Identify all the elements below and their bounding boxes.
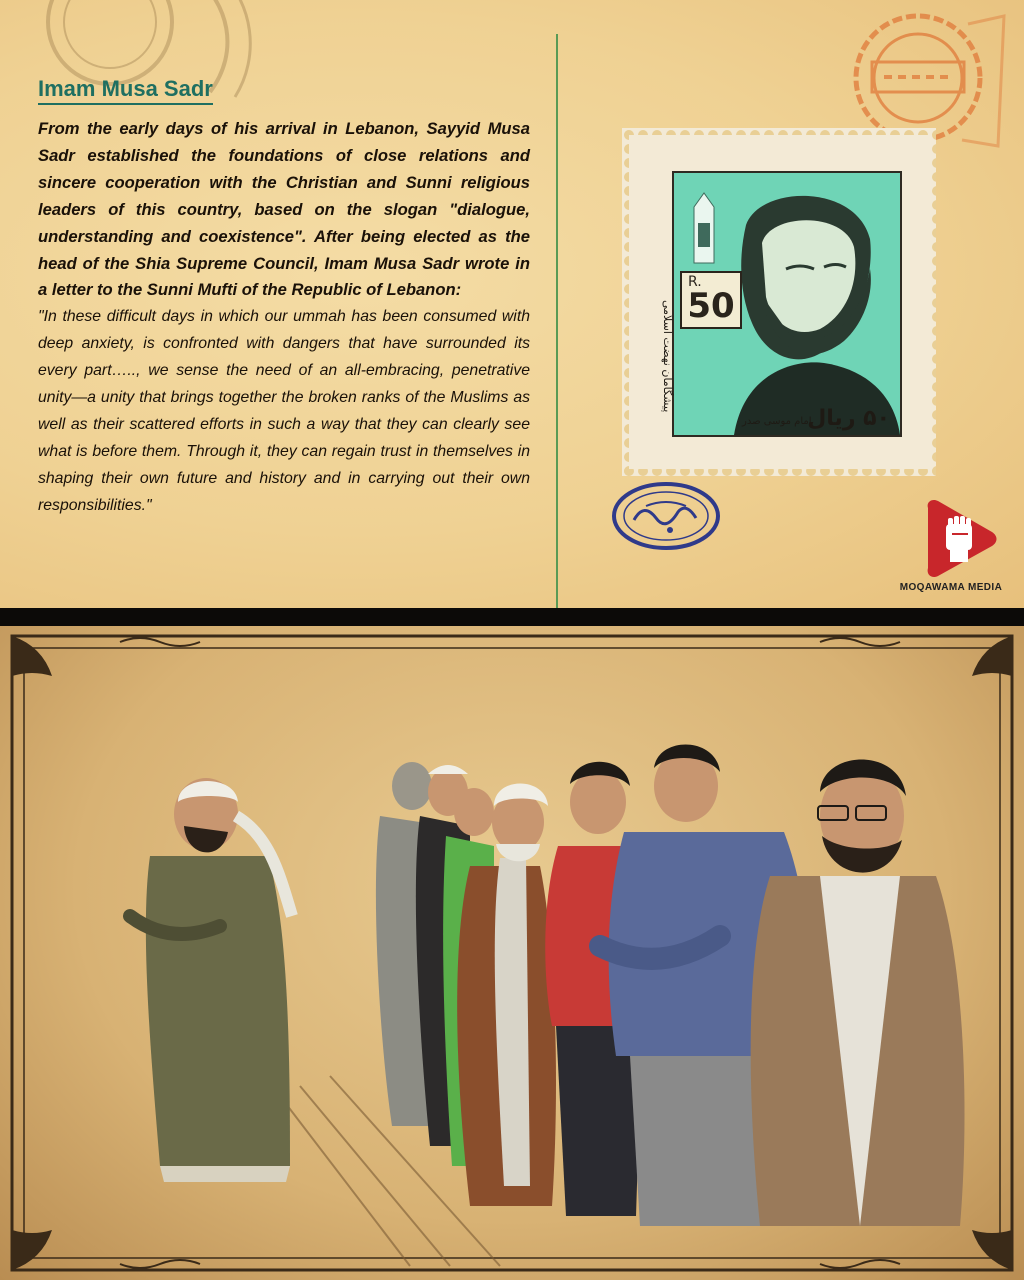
- fist-play-icon: [922, 498, 998, 578]
- section-gap: [0, 608, 1024, 626]
- stamp-name-persian: امام موسی صدر: [742, 416, 812, 427]
- stamp-value: 50: [687, 286, 735, 326]
- intro-paragraph: From the early days of his arrival in Lebanon, Sayyid Musa Sadr established the foundations of close relations and sincere cooperation with the Christian and Sunni religious leaders of this country, based on the slogan "dialogue, understanding and coexistence". After being elected as the head of the Shia Supreme Council, Imam Musa Sadr wrote in a letter to the Sunni Mufti of the Republic of Lebanon:: [38, 119, 530, 300]
- stamp-value-box: [680, 271, 742, 329]
- prayer-scene: [0, 626, 1024, 1280]
- postcard: [0, 0, 1024, 608]
- postcard-divider: [556, 34, 558, 608]
- ink-seal: [610, 480, 722, 552]
- stamp-value-persian: ۵۰ ریال: [807, 406, 890, 431]
- stamp-currency: R.: [688, 274, 702, 290]
- stamp-side-text: پیشگامان نهضت اسلامی: [661, 300, 674, 413]
- congregation-figures: [376, 744, 965, 1226]
- postcard-body: [38, 116, 530, 520]
- postage-stamp: [622, 128, 936, 476]
- quote-paragraph: "In these difficult days in which our ummah has been consumed with deep anxiety, is confronted with dangers that have surrounded its every part….., we sense the need of an all-embracing, penetrative unity—a unity that brings together the broken ranks of the Muslims as well as their scattered efforts in such a way that they can clearly see what is before them. Through it, they can regain trust in themselves in shaping their own future and history and in carrying out their own responsibilities.": [38, 308, 530, 514]
- prayer-illustration: [0, 626, 1024, 1280]
- stamp-artwork: [672, 171, 902, 437]
- imam-figure: [130, 778, 292, 1182]
- postcard-title: Imam Musa Sadr: [38, 76, 213, 105]
- logo-name: MOQAWAMA MEDIA: [899, 582, 1003, 593]
